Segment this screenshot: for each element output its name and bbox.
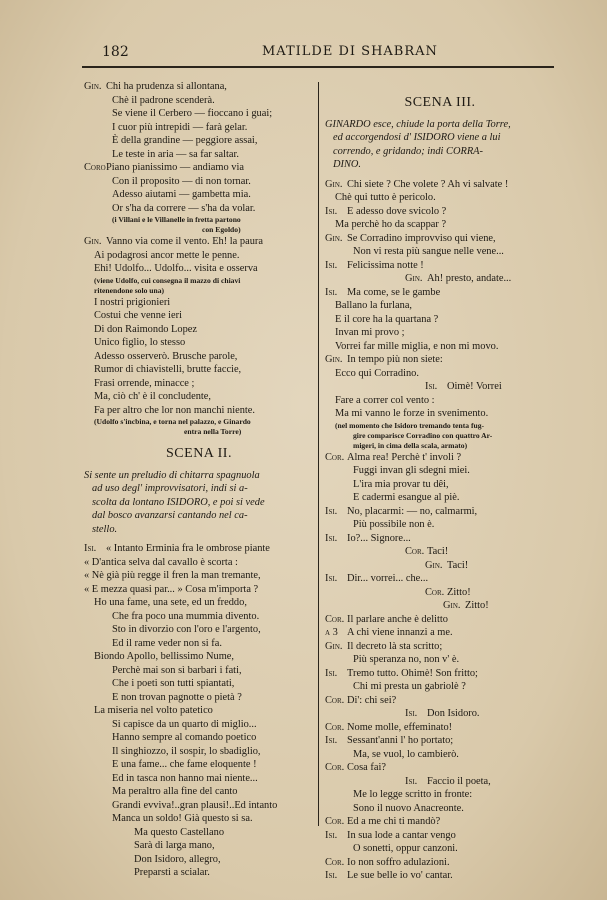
speaker-label: Isi.: [84, 543, 97, 554]
line-text: Ed a me chi ti mandò?: [347, 816, 441, 827]
verse-line: [84, 623, 314, 637]
verse-line: [84, 161, 314, 175]
verse-line: [325, 788, 555, 802]
line-text: Felicissima notte !: [347, 259, 424, 271]
verse-line: [325, 286, 555, 300]
line-text: Fare a correr col vento :: [335, 394, 435, 406]
verse-line: [84, 404, 314, 418]
line-text: L'ira mia provar tu dêi,: [353, 478, 449, 490]
verse-line: [325, 559, 555, 573]
verse-line: [325, 259, 555, 273]
stage-note-line: [84, 427, 314, 437]
left-verse-block-2: [84, 542, 314, 880]
line-text: E non trovan pagnotte o pietà ?: [112, 691, 242, 703]
stage-direction-line: Si sente un preludio di chitarra spagnuola: [84, 469, 260, 481]
line-text: Ehi! Udolfo... Udolfo... visita e osserva: [94, 263, 258, 274]
stage-direction-line: DINO.: [333, 159, 361, 170]
verse-line: [325, 299, 555, 313]
stage-note-line: [84, 286, 314, 296]
line-text: Chi siete ? Che volete ? Ah vi salvate !: [347, 178, 509, 190]
verse-line: [84, 610, 314, 624]
line-text: Biondo Apollo, bellissimo Nume,: [94, 651, 234, 662]
verse-line: [325, 626, 555, 640]
verse-line: [84, 745, 314, 759]
line-text: La miseria nel volto patetico: [94, 705, 213, 716]
line-text: Con il proposito — di non tornar.: [112, 175, 251, 187]
line-text: Vanno via come il vento. Eh! la paura: [106, 236, 263, 247]
scene-three-stage-direction: [325, 118, 555, 172]
line-text: Chè il padrone scenderà.: [112, 94, 215, 106]
verse-line: [325, 451, 555, 465]
line-text: Chi ha prudenza si allontana,: [106, 81, 227, 92]
verse-line: [84, 826, 314, 840]
scene-three-heading: SCENA III.: [404, 95, 476, 110]
line-text: Ma mi vanno le forze in svenimento.: [335, 408, 489, 419]
verse-line: [325, 748, 555, 762]
line-text: Sono il nuovo Anacreonte.: [353, 802, 464, 814]
speaker-label: Gin.: [325, 354, 343, 365]
line-text: E il core ha la quartana ?: [335, 313, 439, 325]
line-text: Piano pianissimo — andiamo via: [106, 162, 244, 173]
line-text: Manca un soldo! Già questo si sa.: [112, 813, 253, 824]
line-text: Tremo tutto. Ohimè! Son fritto;: [347, 667, 478, 679]
speaker-label: Cor.: [325, 856, 345, 868]
speaker-label: Coro: [84, 162, 106, 173]
verse-line: [325, 518, 555, 532]
verse-line: [325, 478, 555, 492]
line-text: Hanno sempre al comando poetico: [112, 732, 257, 743]
speaker-label: Isi.: [325, 205, 338, 217]
line-text: Ma, se vuol, lo cambierò.: [353, 748, 459, 760]
verse-line: [325, 464, 555, 478]
line-text: Non vi resta più sangue nelle vene...: [353, 246, 504, 257]
stage-direction-line: scolta da lontano ISIDORO, e poi si vede: [92, 496, 265, 508]
verse-line: [84, 596, 314, 610]
line-text: Fa per altro che lor non manchi niente.: [94, 404, 255, 416]
line-text: (viene Udolfo, cui consegna il mazzo di chiavi: [94, 275, 241, 285]
line-text: Ecco qui Corradino.: [335, 367, 419, 379]
line-text: Sarà di larga mano,: [134, 840, 215, 851]
verse-line: [84, 80, 314, 94]
speaker-label: Cor.: [425, 586, 445, 598]
speaker-label: Isi.: [325, 829, 338, 841]
verse-line: [325, 572, 555, 586]
speaker-label: Isi.: [325, 667, 338, 679]
verse-line: [325, 491, 555, 505]
line-text: gire comparisce Corradino con quattro Ar-: [353, 430, 493, 440]
speaker-label: Gin.: [443, 600, 461, 611]
line-text: ritenendone solo una): [94, 285, 165, 295]
line-text: Taci!: [447, 559, 469, 571]
line-text: I nostri prigionieri: [94, 296, 171, 308]
speaker-label: Gin.: [325, 232, 343, 244]
line-text: Più speranza no, non v' è.: [353, 654, 460, 665]
line-text: Che i poeti son tutti spiantati,: [112, 678, 235, 689]
verse-line: [325, 232, 555, 246]
stage-direction-line: dal bosco avanzarsi cantando nel ca-: [92, 510, 248, 521]
line-text: Sessant'anni l' ho portato;: [347, 735, 454, 746]
speaker-label: Gin.: [325, 178, 343, 190]
verse-line: [84, 296, 314, 310]
verse-line: [325, 856, 555, 870]
scene-two-heading: SCENA II.: [166, 446, 232, 461]
stage-note-line: [84, 215, 314, 225]
line-text: Ma questo Castellano: [134, 826, 225, 838]
left-column: [84, 80, 314, 880]
line-text: Perchè mai son sì barbari i fati,: [112, 664, 242, 676]
line-text: Grandi evviva!..gran plausi!..Ed intanto: [112, 799, 278, 811]
line-text: Il singhiozzo, il sospir, lo sbadiglio,: [112, 745, 261, 757]
verse-line: [325, 313, 555, 327]
line-text: Ho una fame, una sete, ed un freddo,: [94, 597, 247, 608]
speaker-label: Gin.: [84, 236, 102, 247]
stage-direction-line: ad uso degl' improvvisatori, indi si a-: [92, 483, 248, 494]
line-text: E cadermi esangue al piè.: [353, 492, 460, 503]
stage-note-line: [325, 421, 555, 431]
verse-line: [84, 677, 314, 691]
line-text: In tempo più non siete:: [347, 354, 443, 365]
line-text: Ma come, se le gambe: [347, 286, 441, 298]
left-verse-block: [84, 80, 314, 437]
line-text: Il parlare anche è delitto: [347, 613, 448, 625]
line-text: A chi viene innanzi a me.: [347, 627, 453, 638]
speaker-label: a 3: [325, 627, 338, 638]
verse-line: [325, 586, 555, 600]
verse-line: [325, 178, 555, 192]
verse-line: [84, 390, 314, 404]
verse-line: [84, 363, 314, 377]
line-text: Ma, ciò ch' è il concludente,: [94, 391, 211, 402]
line-text: Se Corradino improvviso qui viene,: [347, 232, 496, 244]
line-text: con Egoldo): [202, 225, 241, 234]
line-text: Di don Raimondo Lopez: [94, 323, 198, 335]
verse-line: [325, 829, 555, 843]
speaker-label: Cor.: [325, 451, 345, 463]
speaker-label: Isi.: [425, 381, 438, 392]
line-text: Ah! presto, andate...: [427, 273, 512, 284]
verse-line: [84, 691, 314, 705]
line-text: Dir... vorrei... che...: [347, 573, 429, 584]
verse-line: [325, 505, 555, 519]
speaker-label: Isi.: [325, 286, 338, 298]
line-text: Ed il rame veder non si fa.: [112, 637, 222, 649]
verse-line: [84, 262, 314, 276]
verse-line: [84, 556, 314, 570]
line-text: (i Villani e le Villanelle in fretta partono: [112, 215, 241, 224]
speaker-label: Cor.: [325, 613, 345, 625]
verse-line: [84, 718, 314, 732]
line-text: I cuor più intrepidi — farà gelar.: [112, 121, 248, 133]
verse-line: [325, 340, 555, 354]
line-text: Io non soffro adulazioni.: [347, 856, 450, 868]
speaker-label: Isi.: [405, 775, 418, 787]
scene-two-stage-direction: [84, 469, 314, 537]
speaker-label: Isi.: [325, 505, 338, 517]
speaker-label: Cor.: [325, 694, 345, 706]
verse-line: [325, 367, 555, 381]
verse-line: [325, 272, 555, 286]
right-column: [325, 80, 555, 883]
stage-note-line: [84, 417, 314, 427]
stage-note-line: [325, 441, 555, 451]
verse-line: [325, 532, 555, 546]
stage-note-line: [84, 276, 314, 286]
verse-line: [84, 107, 314, 121]
speaker-label: Cor.: [325, 816, 345, 827]
verse-line: [84, 758, 314, 772]
verse-line: [325, 694, 555, 708]
line-text: « Nè già più regge il fren la man tremante,: [84, 570, 261, 581]
verse-line: [325, 775, 555, 789]
verse-line: [84, 202, 314, 216]
line-text: Che fra poco una mummia divento.: [112, 610, 260, 622]
stage-direction-line: correndo, e gridando; indi CORRA-: [333, 145, 483, 157]
line-text: Costui che venne ieri: [94, 310, 183, 321]
verse-line: [325, 380, 555, 394]
verse-line: [84, 309, 314, 323]
verse-line: [84, 249, 314, 263]
speaker-label: Isi.: [325, 573, 338, 584]
line-text: entra nella Torre): [184, 427, 242, 436]
speaker-label: Cor.: [325, 762, 345, 773]
verse-line: [84, 866, 314, 880]
line-text: Frasi orrende, minacce ;: [94, 377, 195, 389]
verse-line: [325, 599, 555, 613]
verse-line: [84, 148, 314, 162]
verse-line: [84, 175, 314, 189]
verse-line: [325, 326, 555, 340]
verse-line: [325, 734, 555, 748]
speaker-label: Gin.: [84, 81, 102, 92]
line-text: In sua lode a cantar vengo: [347, 829, 456, 841]
line-text: Preparsti a scialar.: [134, 867, 210, 878]
speaker-label: Cor.: [405, 546, 425, 557]
line-text: Ma peraltro alla fine del canto: [112, 786, 238, 797]
line-text: Più possibile non è.: [353, 519, 435, 530]
line-text: Nome molle, effeminato!: [347, 721, 453, 733]
speaker-label: Cor.: [325, 721, 345, 733]
line-text: E adesso dove svicolo ?: [347, 205, 447, 217]
line-text: Or s'ha da correre — s'ha da volar.: [112, 202, 256, 214]
stage-note-line: [325, 431, 555, 441]
verse-line: [84, 704, 314, 718]
line-text: È della grandine — peggiore assai,: [112, 135, 258, 146]
line-text: O sonetti, oppur canzoni.: [353, 843, 458, 854]
stage-note-line: [84, 225, 314, 235]
verse-line: [84, 812, 314, 826]
line-text: Taci!: [427, 546, 449, 557]
line-text: Fuggi invan gli sdegni miei.: [353, 465, 470, 476]
speaker-label: Isi.: [405, 708, 418, 719]
speaker-label: Isi.: [325, 870, 338, 881]
verse-line: [325, 218, 555, 232]
stage-direction-line: stello.: [92, 523, 118, 535]
line-text: Le teste in aria — sa far saltar.: [112, 148, 239, 160]
verse-line: [84, 323, 314, 337]
line-text: Chi mi presta un gabriolè ?: [353, 681, 466, 692]
line-text: Faccio il poeta,: [427, 775, 491, 787]
verse-line: [84, 731, 314, 745]
verse-line: [325, 667, 555, 681]
book-title: MATILDE DI SHABRAN: [262, 44, 438, 59]
speaker-label: Isi.: [325, 259, 338, 271]
line-text: Ai podagrosi ancor mette le penne.: [94, 249, 240, 261]
line-text: Me lo legge scritto in fronte:: [353, 789, 473, 800]
verse-line: [325, 353, 555, 367]
line-text: Alma rea! Perchè t' involi ?: [347, 451, 462, 463]
verse-line: [84, 542, 314, 556]
verse-line: [325, 394, 555, 408]
line-text: Chè qui tutto è pericolo.: [335, 192, 436, 203]
speaker-label: Isi.: [325, 532, 338, 544]
line-text: Zitto!: [447, 586, 471, 598]
running-head: [82, 44, 554, 64]
verse-line: [84, 94, 314, 108]
header-rule: [82, 66, 554, 68]
line-text: Io?... Signore...: [347, 532, 411, 544]
line-text: No, placarmi: — no, calmarmi,: [347, 505, 478, 517]
speaker-label: Gin.: [405, 273, 423, 284]
verse-line: [84, 121, 314, 135]
verse-line: [325, 680, 555, 694]
verse-line: [325, 191, 555, 205]
verse-line: [325, 842, 555, 856]
line-text: Rumor di chiavistelli, brutte faccie,: [94, 364, 242, 375]
verse-line: [325, 545, 555, 559]
verse-line: [84, 799, 314, 813]
line-text: Si capisce da un quarto di miglio...: [112, 718, 257, 730]
line-text: Cosa fai?: [347, 762, 386, 773]
right-verse-block: [325, 178, 555, 883]
verse-line: [325, 407, 555, 421]
verse-line: [84, 785, 314, 799]
line-text: Adesso aiutami — gambetta mia.: [112, 189, 251, 200]
line-text: Ma perchè ho da scappar ?: [335, 219, 447, 230]
verse-line: [325, 869, 555, 883]
verse-line: [84, 336, 314, 350]
verse-line: [84, 772, 314, 786]
verse-line: [325, 640, 555, 654]
page-number: 182: [102, 44, 129, 60]
speaker-label: Gin.: [425, 559, 443, 571]
verse-line: [325, 205, 555, 219]
line-text: migeri, in cima della scala, armato): [353, 440, 468, 450]
verse-line: [84, 853, 314, 867]
speaker-label: Gin.: [325, 640, 343, 652]
line-text: Adesso osserverò. Brusche parole,: [94, 350, 238, 362]
verse-line: [84, 583, 314, 597]
line-text: Sto in divorzio con l'oro e l'argento,: [112, 624, 261, 635]
line-text: Di': chi sei?: [347, 694, 397, 706]
verse-line: [84, 650, 314, 664]
stage-direction-line: GINARDO esce, chiude la porta della Torre,: [325, 118, 511, 130]
verse-line: [84, 569, 314, 583]
line-text: Don Isidoro, allegro,: [134, 853, 221, 865]
stage-direction-line: ed accorgendosi d' ISIDORO viene a lui: [333, 132, 501, 143]
line-text: E una fame... che fame eloquente !: [112, 759, 257, 770]
verse-line: [84, 637, 314, 651]
line-text: Se viene il Cerbero — fioccano i guai;: [112, 108, 273, 119]
verse-line: [84, 350, 314, 364]
verse-line: [84, 235, 314, 249]
verse-line: [325, 613, 555, 627]
line-text: Ed in tasca non hanno mai niente...: [112, 772, 258, 784]
line-text: Invan mi provo ;: [335, 327, 405, 338]
verse-line: [84, 377, 314, 391]
verse-line: [325, 653, 555, 667]
line-text: « E mezza quasi par... » Cosa m'importa ?: [84, 583, 259, 595]
line-text: « Intanto Erminia fra le ombrose piante: [106, 543, 270, 554]
line-text: (Udolfo s'incbina, e torna nel palazzo, e Ginardo: [94, 417, 251, 426]
speaker-label: Isi.: [325, 735, 338, 746]
line-text: Vorrei far mille miglia, e non mi movo.: [335, 340, 499, 352]
line-text: Il decreto là sta scritto;: [347, 640, 443, 652]
verse-line: [325, 245, 555, 259]
line-text: Don Isidoro.: [427, 708, 480, 719]
line-text: (nel momento che Isidoro tremando tenta fug-: [335, 420, 485, 430]
verse-line: [325, 815, 555, 829]
column-divider: [318, 82, 319, 826]
line-text: Unico figlio, lo stesso: [94, 337, 186, 348]
verse-line: [325, 707, 555, 721]
line-text: Zitto!: [465, 600, 489, 611]
line-text: Le sue belle io vo' cantar.: [347, 870, 453, 881]
verse-line: [325, 761, 555, 775]
verse-line: [84, 134, 314, 148]
line-text: Oimè! Vorrei: [447, 381, 502, 392]
verse-line: [325, 802, 555, 816]
verse-line: [84, 664, 314, 678]
line-text: Ballano la furlana,: [335, 300, 413, 311]
verse-line: [84, 188, 314, 202]
verse-line: [325, 721, 555, 735]
line-text: « D'antica selva dal cavallo è scorta :: [84, 556, 238, 568]
verse-line: [84, 839, 314, 853]
